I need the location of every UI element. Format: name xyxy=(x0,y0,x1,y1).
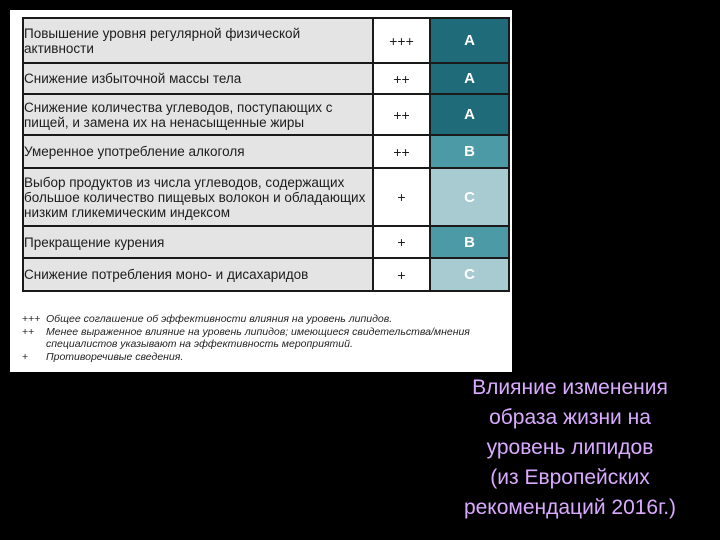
footnote-text: Общее соглашение об эффективности влияния на уровень липидов. xyxy=(46,313,393,325)
caption-line: образа жизни на xyxy=(489,406,651,429)
caption-line: рекомендаций 2016г.) xyxy=(463,496,677,519)
slide-caption xyxy=(440,373,700,523)
table-row xyxy=(23,18,509,63)
footnote-text: Противоречивые сведения. xyxy=(46,350,184,363)
table-row xyxy=(23,258,509,291)
lifestyle-lipid-table xyxy=(22,17,510,292)
measure-cell: Умеренное употребление алкоголя xyxy=(23,135,373,168)
footnote-3 xyxy=(22,351,510,364)
evidence-grade-cell: B xyxy=(430,226,509,258)
effect-cell: +++ xyxy=(373,18,430,63)
effect-cell: ++ xyxy=(373,94,430,135)
caption-line: (из Европейских xyxy=(490,466,650,489)
measure-cell: Выбор продуктов из числа углеводов, содержащих большое количество пищевых волокон и обладающих низким гликемическим индексом xyxy=(23,168,373,226)
effect-cell: ++ xyxy=(373,63,430,94)
caption-line: уровень липидов xyxy=(486,436,654,459)
table-body xyxy=(23,18,509,291)
footnote-mark: ++ xyxy=(22,325,35,338)
footnote-mark: +++ xyxy=(22,313,41,325)
footnote-1 xyxy=(22,313,510,326)
effect-cell: + xyxy=(373,168,430,226)
table-row xyxy=(23,168,509,226)
effect-cell: ++ xyxy=(373,135,430,168)
measure-cell: Снижение избыточной массы тела xyxy=(23,63,373,94)
table-row xyxy=(23,135,509,168)
table-row xyxy=(23,94,509,135)
effect-cell: + xyxy=(373,258,430,291)
table-row xyxy=(23,63,509,94)
measure-cell: Прекращение курения xyxy=(23,226,373,258)
evidence-grade-cell: A xyxy=(430,18,509,63)
footnote-2 xyxy=(22,326,510,351)
evidence-grade-cell: A xyxy=(430,63,509,94)
caption-line: Влияние изменения xyxy=(472,376,668,399)
evidence-grade-cell: A xyxy=(430,94,509,135)
measure-cell: Снижение потребления моно- и дисахаридов xyxy=(23,258,373,291)
footnote-text: Менее выраженное влияние на уровень липидов; имеющиеся свидетельства/мнения специалистов указывают на эффективность мероприятий. xyxy=(46,325,470,350)
evidence-grade-cell: B xyxy=(430,135,509,168)
table-image xyxy=(10,10,512,372)
evidence-grade-cell: C xyxy=(430,168,509,226)
table-row xyxy=(23,226,509,258)
table-footnotes xyxy=(22,313,510,363)
measure-cell: Снижение количества углеводов, поступающих с пищей, и замена их на ненасыщенные жиры xyxy=(23,94,373,135)
evidence-grade-cell: C xyxy=(430,258,509,291)
effect-cell: + xyxy=(373,226,430,258)
footnote-mark: + xyxy=(22,350,29,363)
measure-cell: Повышение уровня регулярной физической активности xyxy=(23,18,373,63)
